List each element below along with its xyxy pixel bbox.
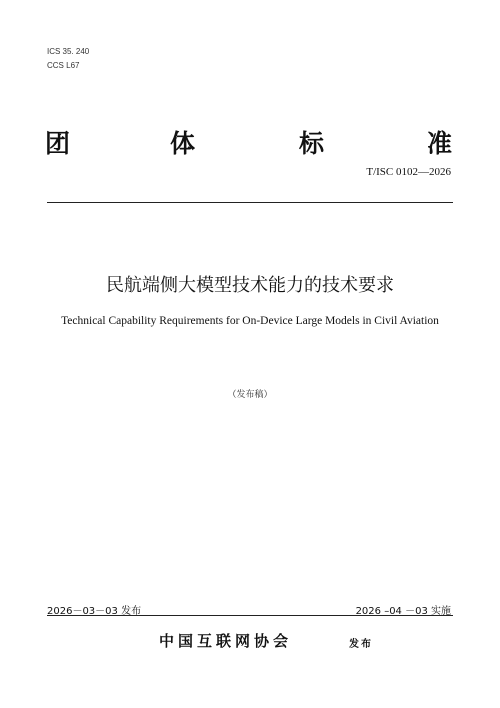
standard-type-char-2: 体: [170, 129, 196, 158]
release-date: 2026－03－03 发布: [47, 606, 142, 617]
standard-type-char-4: 准: [427, 129, 453, 158]
ccs-code: CCS L67: [47, 61, 80, 70]
footer-divider: [47, 615, 453, 616]
ics-code: ICS 35. 240: [47, 47, 90, 56]
implementation-date: 2026 –04 －03 实施: [355, 606, 451, 617]
publisher-organization: 中国互联网协会: [159, 632, 293, 650]
standard-type-char-1: 团: [45, 129, 71, 158]
document-title-chinese: 民航端侧大模型技术能力的技术要求: [106, 275, 394, 296]
standard-type-char-3: 标: [299, 129, 325, 158]
publish-label: 发布: [349, 639, 373, 650]
header-divider: [47, 202, 453, 203]
draft-label: （发布稿）: [227, 390, 273, 400]
document-title-english: Technical Capability Requirements for On-Device Large Models in Civil Aviation: [61, 315, 439, 327]
standard-number: T/ISC 0102—2026: [366, 166, 451, 178]
